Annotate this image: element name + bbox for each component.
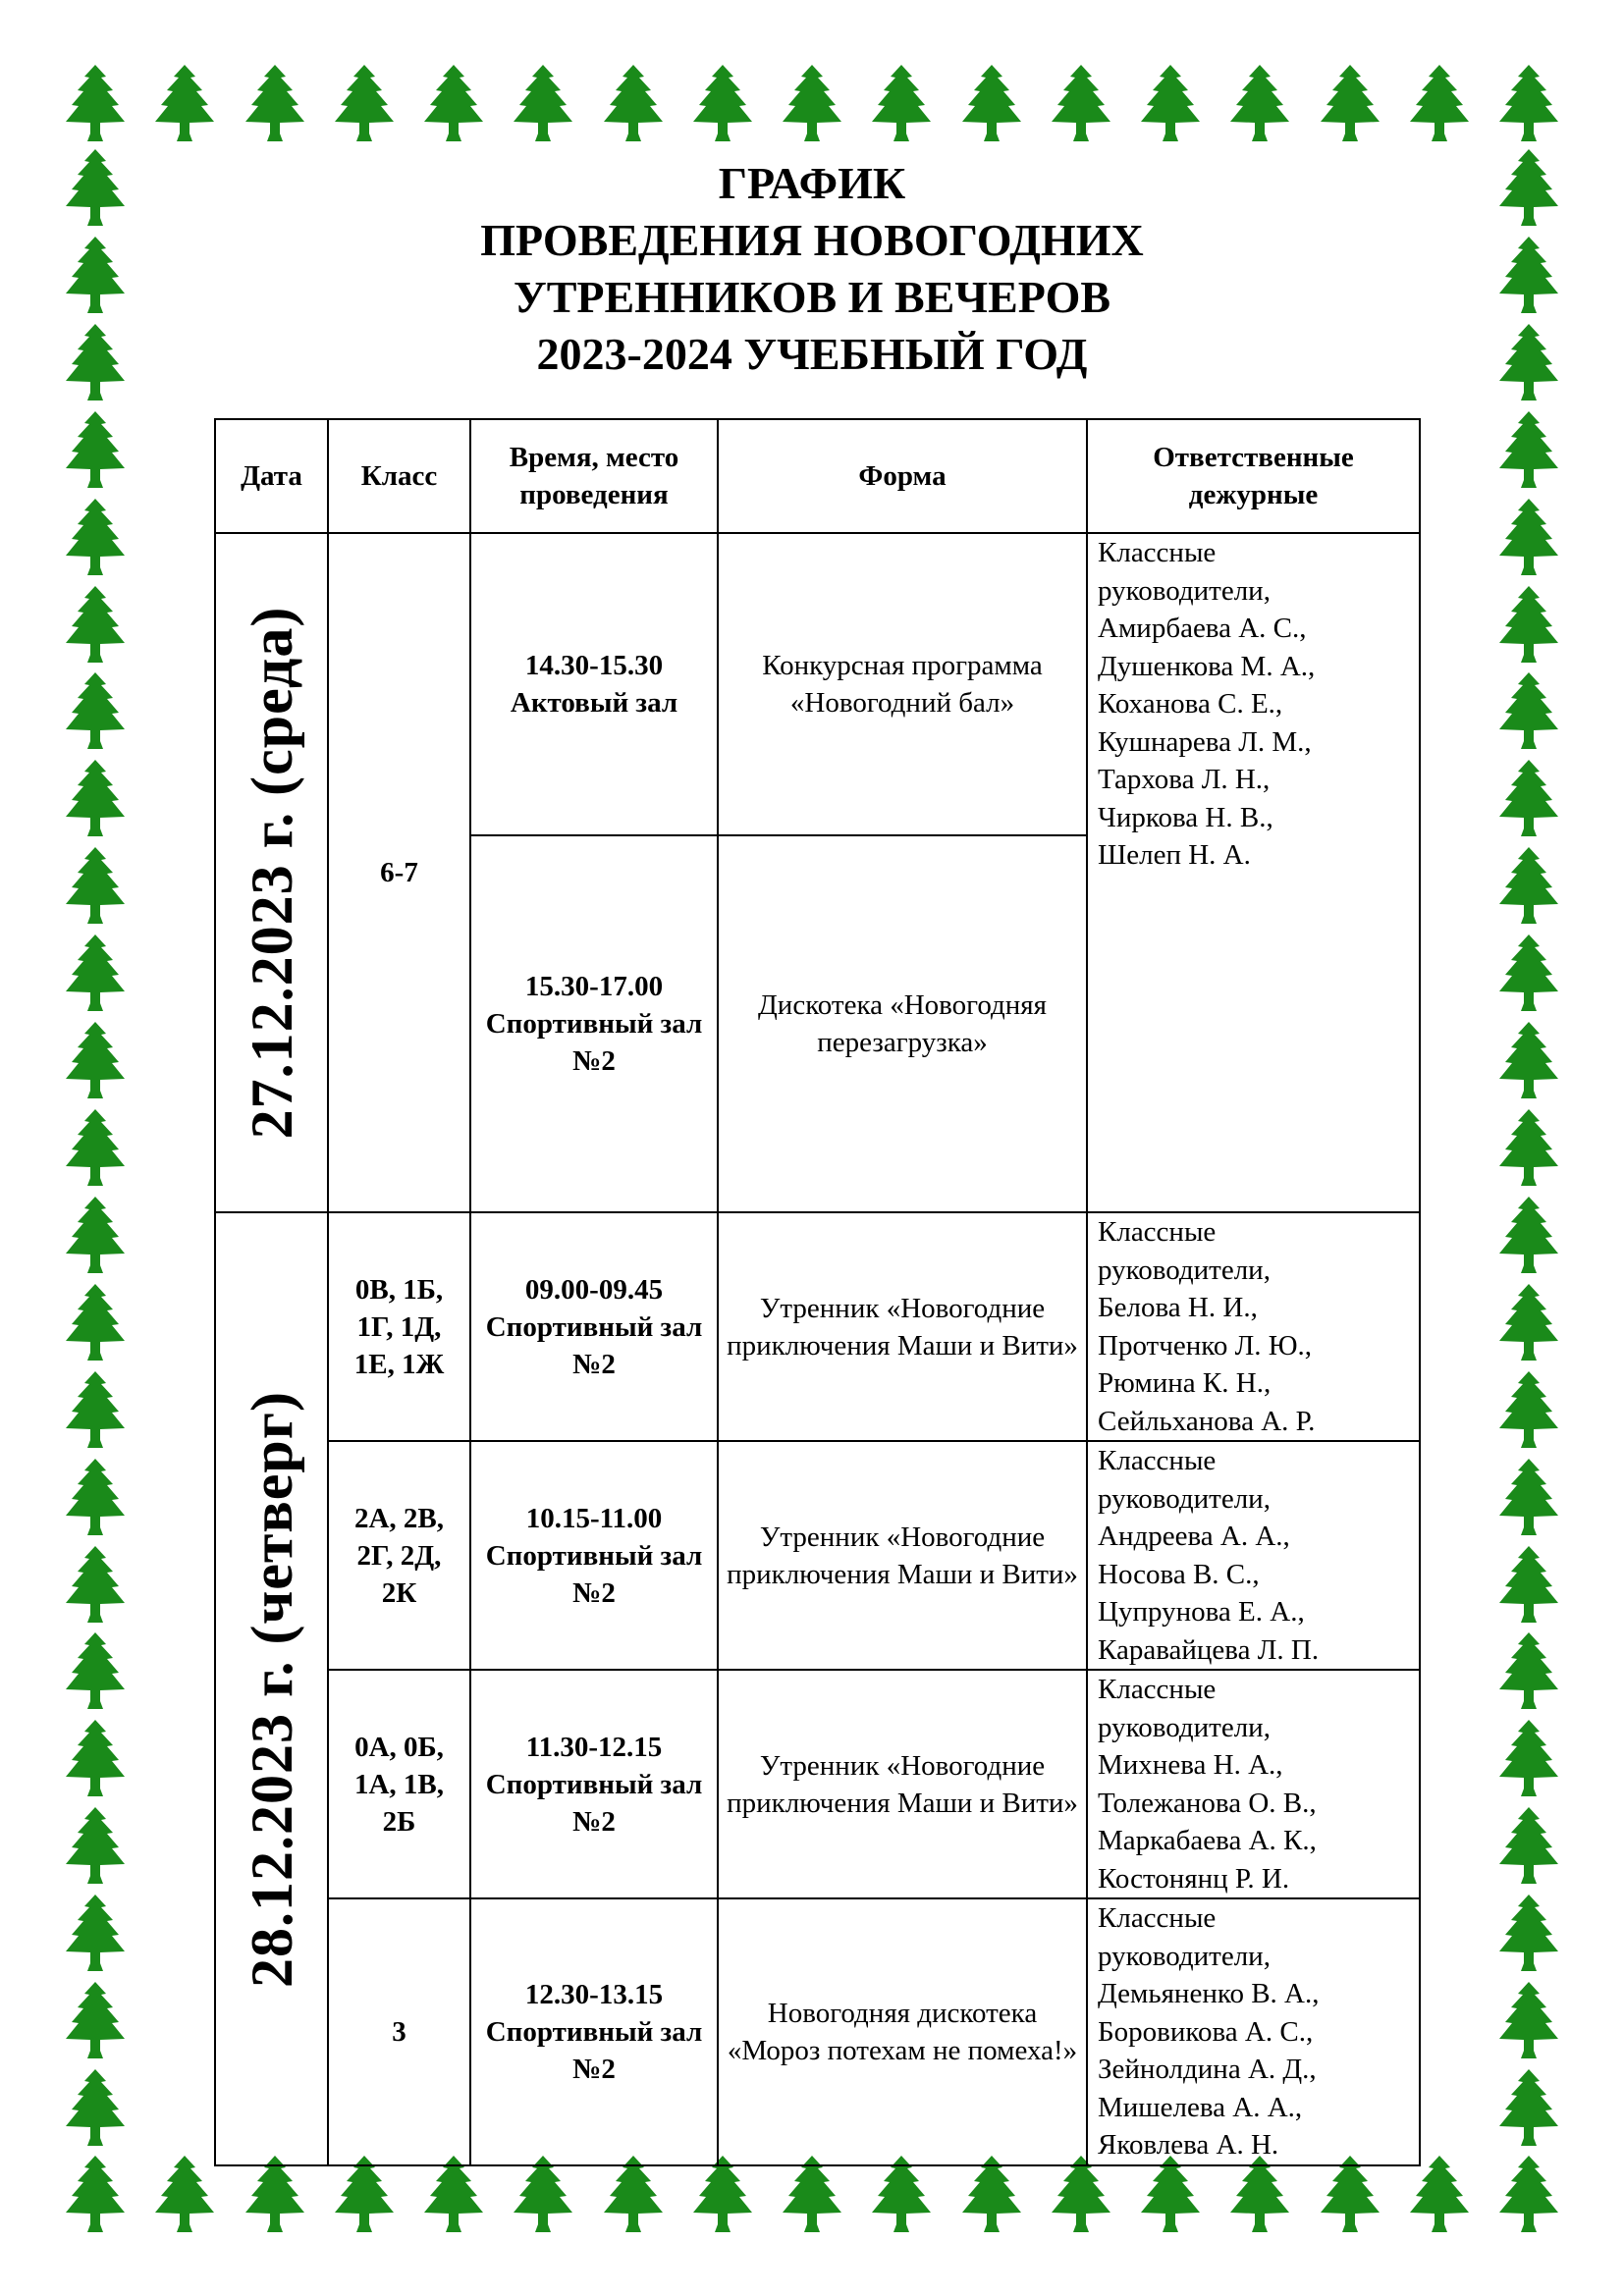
christmas-tree-icon bbox=[1407, 63, 1472, 145]
event-form: Утренник «Новогодние приключения Маши и Вити» bbox=[718, 1670, 1087, 1898]
christmas-tree-icon bbox=[63, 1805, 128, 1888]
header-responsible: Ответственные дежурные bbox=[1087, 419, 1420, 533]
event-time: 15.30-17.00 bbox=[524, 971, 664, 1002]
resp-line: Маркабаева А. К., bbox=[1098, 1825, 1317, 1856]
date-cell-day1 bbox=[215, 533, 328, 1212]
christmas-tree-icon bbox=[1496, 1980, 1561, 2062]
event-form: Утренник «Новогодние приключения Маши и Вити» bbox=[718, 1212, 1087, 1441]
christmas-tree-icon bbox=[959, 63, 1024, 145]
tree-border-right bbox=[1496, 147, 1561, 2150]
christmas-tree-icon bbox=[63, 758, 128, 840]
tree-border-top bbox=[63, 63, 1561, 145]
event-place: Спортивный зал №2 bbox=[485, 1768, 703, 1838]
christmas-tree-icon bbox=[1496, 1282, 1561, 1364]
event-time: 11.30-12.15 bbox=[525, 1731, 663, 1763]
christmas-tree-icon bbox=[511, 63, 575, 145]
responsible-cell bbox=[1087, 1441, 1420, 1670]
christmas-tree-icon bbox=[243, 63, 307, 145]
christmas-tree-icon bbox=[63, 1195, 128, 1277]
resp-line: Носова В. С., bbox=[1098, 1558, 1260, 1590]
resp-line: Белова Н. И., bbox=[1098, 1292, 1258, 1323]
table-row bbox=[215, 1898, 1420, 2165]
resp-line: Протченко Л. Ю., bbox=[1098, 1329, 1313, 1362]
resp-line: Михнева Н. А., bbox=[1098, 1749, 1283, 1781]
time-place-cell bbox=[470, 835, 718, 1212]
christmas-tree-icon bbox=[63, 1020, 128, 1102]
christmas-tree-icon bbox=[1496, 1718, 1561, 1800]
event-place: Спортивный зал №2 bbox=[485, 2016, 703, 2085]
event-time: 09.00-09.45 bbox=[524, 1273, 664, 1306]
resp-line: руководители, bbox=[1098, 574, 1271, 607]
christmas-tree-icon bbox=[1496, 933, 1561, 1015]
resp-line: руководители, bbox=[1098, 1482, 1271, 1515]
christmas-tree-icon bbox=[1496, 758, 1561, 840]
event-form: Новогодняя дискотека «Мороз потехам не помеха!» bbox=[718, 1898, 1087, 2165]
christmas-tree-icon bbox=[1227, 63, 1292, 145]
event-form: Дискотека «Новогодняя перезагрузка» bbox=[718, 835, 1087, 1212]
responsible-cell bbox=[1087, 1898, 1420, 2165]
resp-line: Мишелева А. А., bbox=[1098, 2091, 1303, 2123]
schedule-table bbox=[214, 418, 1421, 2166]
christmas-tree-icon bbox=[63, 63, 128, 145]
christmas-tree-icon bbox=[1496, 409, 1561, 492]
event-form: Утренник «Новогодние приключения Маши и Вити» bbox=[718, 1441, 1087, 1670]
tree-border-left bbox=[63, 147, 128, 2150]
christmas-tree-icon bbox=[332, 63, 397, 145]
resp-line: Душенкова М. А., bbox=[1098, 650, 1316, 682]
christmas-tree-icon bbox=[1496, 2154, 1561, 2236]
christmas-tree-icon bbox=[63, 2067, 128, 2150]
christmas-tree-icon bbox=[601, 63, 666, 145]
christmas-tree-icon bbox=[152, 2154, 217, 2236]
resp-line: Сейльханова А. Р. bbox=[1098, 1405, 1316, 1437]
christmas-tree-icon bbox=[63, 1630, 128, 1713]
page-title bbox=[0, 155, 1624, 383]
christmas-tree-icon bbox=[63, 497, 128, 579]
resp-line: Зейнолдина А. Д., bbox=[1098, 2054, 1317, 2085]
christmas-tree-icon bbox=[1496, 1195, 1561, 1277]
resp-line: Классные bbox=[1098, 1902, 1217, 1934]
christmas-tree-icon bbox=[63, 584, 128, 667]
table-row bbox=[215, 1212, 1420, 1441]
christmas-tree-icon bbox=[1138, 63, 1203, 145]
event-place: Спортивный зал №2 bbox=[485, 1008, 703, 1077]
christmas-tree-icon bbox=[63, 2154, 128, 2236]
event-place: Актовый зал bbox=[510, 687, 678, 719]
responsible-cell bbox=[1087, 1212, 1420, 1441]
christmas-tree-icon bbox=[1496, 1544, 1561, 1627]
time-place-cell bbox=[470, 1670, 718, 1898]
time-place-cell bbox=[470, 1212, 718, 1441]
christmas-tree-icon bbox=[63, 933, 128, 1015]
class-cell: 0В, 1Б, 1Г, 1Д, 1Е, 1Ж bbox=[328, 1212, 470, 1441]
christmas-tree-icon bbox=[1496, 1107, 1561, 1190]
header-form: Форма bbox=[718, 419, 1087, 533]
christmas-tree-icon bbox=[1496, 1893, 1561, 1975]
time-place-cell bbox=[470, 533, 718, 835]
resp-line: руководители, bbox=[1098, 1254, 1271, 1286]
header-class: Класс bbox=[328, 419, 470, 533]
event-form: Конкурсная программа «Новогодний бал» bbox=[718, 533, 1087, 835]
resp-line: Толежанова О. В., bbox=[1098, 1787, 1317, 1819]
resp-line: Каравайцева Л. П. bbox=[1098, 1633, 1320, 1666]
event-place: Спортивный зал №2 bbox=[485, 1539, 703, 1609]
christmas-tree-icon bbox=[1318, 63, 1382, 145]
resp-line: Шелеп Н. А. bbox=[1098, 839, 1251, 871]
resp-line: Коханова С. Е., bbox=[1098, 688, 1283, 720]
resp-line: Классные bbox=[1098, 1674, 1217, 1705]
date-day2: 28.12.2023 г. (четверг) bbox=[239, 1390, 304, 1988]
christmas-tree-icon bbox=[63, 1282, 128, 1364]
christmas-tree-icon bbox=[780, 63, 844, 145]
resp-line: Классные bbox=[1098, 537, 1217, 568]
resp-line: Яковлева А. Н. bbox=[1098, 2129, 1279, 2161]
header-time: Время, место проведения bbox=[470, 419, 718, 533]
christmas-tree-icon bbox=[63, 1893, 128, 1975]
class-cell-day1: 6-7 bbox=[328, 533, 470, 1212]
header-date: Дата bbox=[215, 419, 328, 533]
date-day1: 27.12.2023 г. (среда) bbox=[239, 606, 304, 1140]
title-line-4: 2023-2024 УЧЕБНЫЙ ГОД bbox=[536, 329, 1088, 379]
christmas-tree-icon bbox=[63, 1107, 128, 1190]
christmas-tree-icon bbox=[63, 845, 128, 928]
title-line-1: ГРАФИК bbox=[718, 158, 906, 208]
christmas-tree-icon bbox=[63, 1718, 128, 1800]
resp-line: Андреева А. А., bbox=[1098, 1521, 1290, 1552]
title-line-2: ПРОВЕДЕНИЯ НОВОГОДНИХ bbox=[480, 215, 1144, 265]
christmas-tree-icon bbox=[421, 63, 486, 145]
resp-line: Кушнарева Л. М., bbox=[1098, 725, 1312, 758]
event-time: 14.30-15.30 bbox=[524, 650, 664, 681]
resp-line: руководители, bbox=[1098, 1940, 1271, 1972]
resp-line: Рюмина К. Н., bbox=[1098, 1367, 1272, 1399]
resp-line: Костонянц Р. И. bbox=[1098, 1862, 1290, 1895]
christmas-tree-icon bbox=[1496, 670, 1561, 753]
christmas-tree-icon bbox=[63, 670, 128, 753]
christmas-tree-icon bbox=[63, 1369, 128, 1452]
table-header-row bbox=[215, 419, 1420, 533]
responsible-cell-day1 bbox=[1087, 533, 1420, 1212]
christmas-tree-icon bbox=[1496, 2067, 1561, 2150]
resp-line: Классные bbox=[1098, 1445, 1217, 1476]
class-cell: 0А, 0Б, 1А, 1В, 2Б bbox=[328, 1670, 470, 1898]
christmas-tree-icon bbox=[63, 1457, 128, 1539]
time-place-cell bbox=[470, 1898, 718, 2165]
time-place-cell bbox=[470, 1441, 718, 1670]
christmas-tree-icon bbox=[1496, 497, 1561, 579]
christmas-tree-icon bbox=[690, 63, 755, 145]
resp-line: Тархова Л. Н., bbox=[1098, 764, 1271, 795]
event-time: 10.15-11.00 bbox=[525, 1502, 663, 1534]
christmas-tree-icon bbox=[1496, 845, 1561, 928]
christmas-tree-icon bbox=[63, 409, 128, 492]
christmas-tree-icon bbox=[1049, 63, 1113, 145]
event-place: Спортивный зал №2 bbox=[485, 1310, 703, 1380]
resp-line: Боровикова А. С., bbox=[1098, 2015, 1314, 2048]
event-time: 12.30-13.15 bbox=[524, 1979, 664, 2010]
christmas-tree-icon bbox=[1496, 1805, 1561, 1888]
responsible-cell bbox=[1087, 1670, 1420, 1898]
christmas-tree-icon bbox=[1496, 63, 1561, 145]
christmas-tree-icon bbox=[1496, 1457, 1561, 1539]
table-row bbox=[215, 1670, 1420, 1898]
date-cell-day2 bbox=[215, 1212, 328, 2165]
christmas-tree-icon bbox=[63, 1980, 128, 2062]
resp-line: Цупрунова Е. А., bbox=[1098, 1596, 1305, 1628]
christmas-tree-icon bbox=[1496, 1630, 1561, 1713]
christmas-tree-icon bbox=[63, 1544, 128, 1627]
resp-line: Чиркова Н. В., bbox=[1098, 801, 1273, 833]
table-row bbox=[215, 533, 1420, 835]
class-cell: 2А, 2В, 2Г, 2Д, 2К bbox=[328, 1441, 470, 1670]
resp-line: Демьяненко В. А., bbox=[1098, 1978, 1320, 2009]
table-row bbox=[215, 1441, 1420, 1670]
christmas-tree-icon bbox=[869, 63, 934, 145]
resp-line: Классные bbox=[1098, 1216, 1217, 1248]
christmas-tree-icon bbox=[1496, 1369, 1561, 1452]
christmas-tree-icon bbox=[1496, 584, 1561, 667]
class-cell: 3 bbox=[328, 1898, 470, 2165]
resp-line: руководители, bbox=[1098, 1711, 1271, 1743]
christmas-tree-icon bbox=[1496, 1020, 1561, 1102]
title-line-3: УТРЕННИКОВ И ВЕЧЕРОВ bbox=[513, 272, 1111, 322]
christmas-tree-icon bbox=[152, 63, 217, 145]
resp-line: Амирбаева А. С., bbox=[1098, 613, 1307, 644]
